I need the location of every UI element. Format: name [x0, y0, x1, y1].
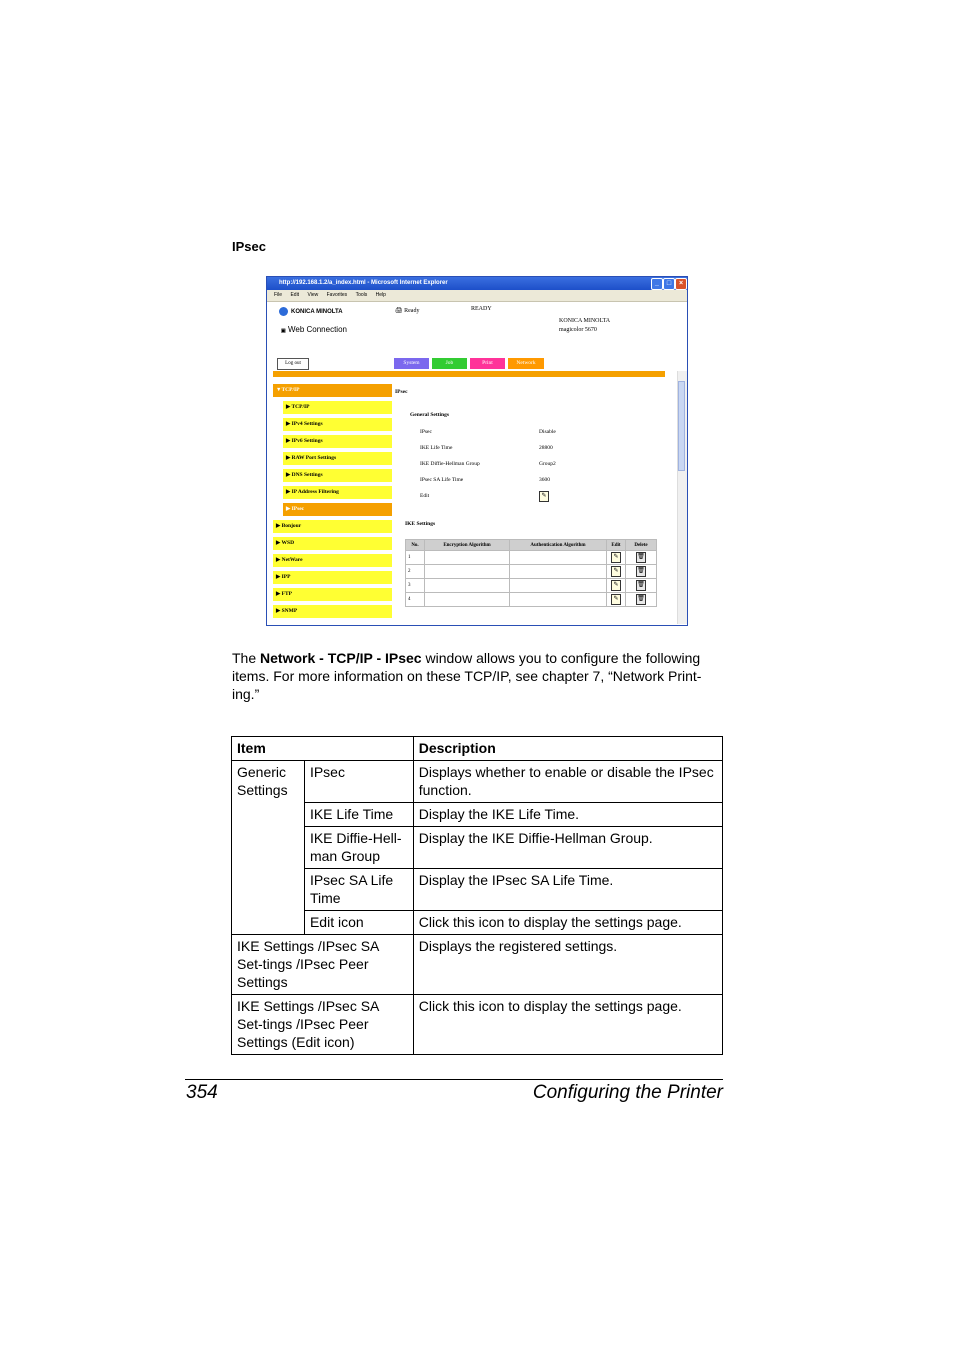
table-row	[406, 551, 657, 565]
edit-icon[interactable]: ✎	[611, 594, 621, 605]
subitem-cell: IKE Life Time	[304, 803, 413, 827]
ike-col-header: Edit	[607, 540, 626, 551]
title-bar	[267, 277, 687, 290]
trash-icon[interactable]: 🗑	[636, 552, 646, 563]
table-row	[232, 935, 723, 995]
description-cell: Displays whether to enable or disable the IPsec function.	[413, 761, 722, 803]
menu-tools[interactable]: Tools	[355, 292, 368, 298]
edit-icon[interactable]: ✎	[611, 552, 621, 563]
minimize-icon[interactable]: _	[651, 278, 663, 290]
edit-icon[interactable]: ✎	[539, 491, 549, 502]
col-description-header: Description	[413, 737, 722, 761]
intro-paragraph: The Network - TCP/IP - IPsec window allows you to configure the following items. For more information on these TCP/IP, see chapter 7, “Network Print-ing.”	[232, 650, 702, 702]
trash-icon[interactable]: 🗑	[636, 580, 646, 591]
authentication-cell	[510, 551, 607, 565]
table-row	[232, 827, 723, 869]
menu-bar	[267, 290, 687, 302]
sidebar-item[interactable]: ▶ RAW Port Settings	[283, 452, 392, 465]
table-row	[232, 869, 723, 911]
item-group-cell: Generic Settings	[232, 761, 305, 935]
table-row	[406, 565, 657, 579]
encryption-cell	[425, 593, 510, 607]
brand-logo: KONICA MINOLTA	[279, 307, 343, 316]
row-number: 4	[406, 593, 425, 607]
ike-settings-heading: IKE Settings	[405, 521, 436, 527]
close-icon[interactable]: ×	[675, 278, 687, 290]
col-item-header: Item	[232, 737, 414, 761]
trash-icon[interactable]: 🗑	[636, 594, 646, 605]
menu-help[interactable]: Help	[375, 292, 386, 298]
setting-value: Group2	[539, 461, 556, 467]
sidebar-item[interactable]: ▶ FTP	[273, 588, 392, 601]
logo-icon	[279, 307, 288, 316]
setting-value: 3600	[539, 477, 550, 483]
sidebar-item[interactable]: ▶ DNS Settings	[283, 469, 392, 482]
maximize-icon[interactable]: □	[663, 278, 675, 290]
subitem-cell: Edit icon	[304, 911, 413, 935]
ike-col-header: Encryption Algorithm	[425, 540, 510, 551]
setting-value: 28800	[539, 445, 553, 451]
tab-print[interactable]: Print	[470, 358, 505, 369]
item-cell: IKE Settings /IPsec SA Set-tings /IPsec Peer Settings	[232, 935, 414, 995]
panel-message: READY	[471, 306, 492, 312]
ike-col-header: Delete	[626, 540, 657, 551]
general-settings-heading: General Settings	[410, 412, 449, 418]
encryption-cell	[425, 565, 510, 579]
table-row	[232, 911, 723, 935]
chapter-title: Configuring the Printer	[532, 1082, 723, 1103]
menu-view[interactable]: View	[307, 292, 319, 298]
panel-title: IPsec	[395, 389, 408, 395]
setting-label: IKE Diffie-Hellman Group	[420, 461, 480, 467]
edit-icon[interactable]: ✎	[611, 566, 621, 577]
pagescope-title: ▣ Web Connection	[281, 325, 347, 334]
sidebar-item[interactable]: ▶ IPsec	[283, 503, 392, 516]
scrollbar-thumb[interactable]	[678, 381, 685, 471]
description-cell: Click this icon to display the settings page.	[413, 911, 722, 935]
footer-divider	[185, 1079, 723, 1080]
sidebar-item[interactable]: ▶ IP Address Filtering	[283, 486, 392, 499]
setting-label: IPsec SA Life Time	[420, 477, 464, 483]
description-cell: Display the IKE Life Time.	[413, 803, 722, 827]
row-number: 2	[406, 565, 425, 579]
table-row	[406, 579, 657, 593]
page-number: 354	[186, 1082, 218, 1103]
pagescope-icon: ▣	[281, 328, 286, 334]
setting-label: IKE Life Time	[420, 445, 453, 451]
device-info	[559, 317, 610, 335]
description-table	[231, 736, 723, 1055]
sidebar-item[interactable]: ▶ IPP	[273, 571, 392, 584]
ike-col-header: No.	[406, 540, 425, 551]
authentication-cell	[510, 593, 607, 607]
setting-value: Disable	[539, 429, 556, 435]
table-row	[406, 593, 657, 607]
sidebar-item[interactable]: ▶ SNMP	[273, 605, 392, 618]
tab-job[interactable]: Job	[432, 358, 467, 369]
sidebar-item[interactable]: ▶ NetWare	[273, 554, 392, 567]
sidebar-item[interactable]: ▶ IPv4 Settings	[283, 418, 392, 431]
sidebar-item[interactable]: ▶ Bonjour	[273, 520, 392, 533]
tab-network[interactable]: Network	[508, 358, 544, 369]
sidebar-item[interactable]: ▶ TCP/IP	[283, 401, 392, 414]
trash-icon[interactable]: 🗑	[636, 566, 646, 577]
sidebar-item[interactable]: ▼TCP/IP	[273, 384, 392, 397]
sidebar-item[interactable]: ▶ WSD	[273, 537, 392, 550]
maker-name: KONICA MINOLTA	[559, 318, 611, 324]
row-number: 1	[406, 551, 425, 565]
item-cell: IKE Settings /IPsec SA Set-tings /IPsec Peer Settings (Edit icon)	[232, 995, 414, 1055]
table-row	[232, 761, 723, 803]
sidebar-item[interactable]: ▶ IPv6 Settings	[283, 435, 392, 448]
section-heading: IPsec	[232, 239, 266, 254]
menu-edit[interactable]: Edit	[290, 292, 300, 298]
ike-col-header: Authentication Algorithm	[510, 540, 607, 551]
setting-label: IPsec	[420, 429, 432, 435]
setting-label: Edit	[420, 493, 430, 499]
tab-system[interactable]: System	[394, 358, 429, 369]
encryption-cell	[425, 579, 510, 593]
description-cell: Display the IKE Diffie-Hellman Group.	[413, 827, 722, 869]
ike-settings-table	[405, 539, 657, 607]
browser-screenshot	[266, 276, 688, 626]
subitem-cell: IKE Diffie-Hell-man Group	[304, 827, 413, 869]
description-cell: Display the IPsec SA Life Time.	[413, 869, 722, 911]
model-name: magicolor 5670	[559, 327, 597, 333]
header-divider	[273, 371, 665, 377]
window-title: http://192.168.1.2/a_index.html - Microsoft Internet Explorer	[279, 280, 448, 286]
menu-favorites[interactable]: Favorites	[326, 292, 348, 298]
edit-icon[interactable]: ✎	[611, 580, 621, 591]
subitem-cell: IPsec SA Life Time	[304, 869, 413, 911]
row-number: 3	[406, 579, 425, 593]
menu-file[interactable]: File	[274, 292, 283, 298]
logout-button[interactable]: Log out	[277, 358, 309, 370]
printer-status: 🖨 Ready	[395, 308, 420, 314]
authentication-cell	[510, 565, 607, 579]
subitem-cell: IPsec	[304, 761, 413, 803]
authentication-cell	[510, 579, 607, 593]
encryption-cell	[425, 551, 510, 565]
description-cell: Displays the registered settings.	[413, 935, 722, 995]
table-row	[232, 995, 723, 1055]
table-row	[232, 803, 723, 827]
description-cell: Click this icon to display the settings page.	[413, 995, 722, 1055]
printer-icon: 🖨	[395, 308, 403, 314]
